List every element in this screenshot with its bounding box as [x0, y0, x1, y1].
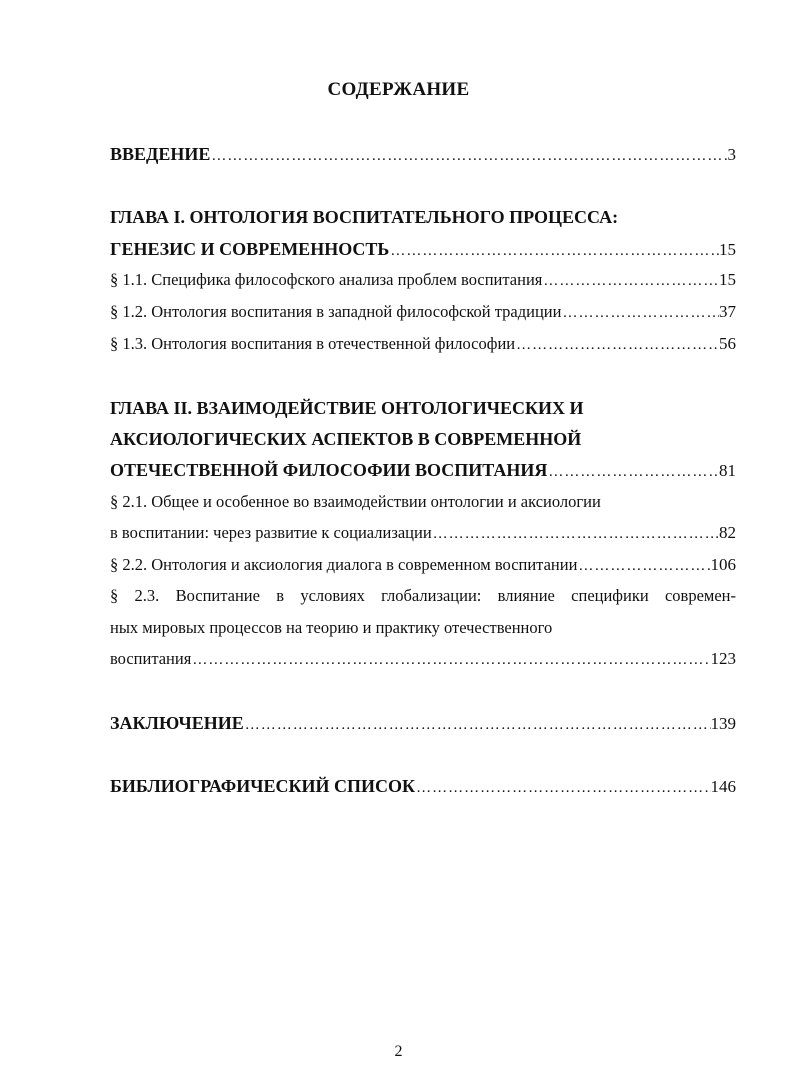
toc-section-2-3-line2: ных мировых процессов на теорию и практику отечественного — [110, 618, 553, 637]
toc-label: ЗАКЛЮЧЕНИЕ — [110, 713, 244, 733]
dot-leader — [577, 555, 710, 577]
toc-label: § 2.2. Онтология и аксиология диалога в современном воспитании — [110, 555, 578, 574]
toc-page-number: 81 — [719, 461, 736, 480]
page-number: 2 — [394, 1043, 403, 1060]
toc-entry-section-1-1[interactable] — [110, 269, 736, 292]
dot-leader — [191, 649, 710, 671]
toc-chapter2-title-line1: ГЛАВА II. ВЗАИМОДЕЙСТВИЕ ОНТОЛОГИЧЕСКИХ И — [110, 398, 584, 418]
toc-label: § 1.2. Онтология воспитания в западной философской традиции — [110, 302, 562, 321]
dot-leader — [515, 334, 719, 356]
dot-leader — [561, 302, 719, 324]
toc-page-number: 56 — [719, 334, 736, 353]
dot-leader — [244, 714, 711, 736]
toc-entry-section-2-2[interactable] — [110, 554, 736, 577]
toc-page-number: 37 — [719, 302, 736, 321]
dot-leader — [542, 270, 719, 292]
toc-page-number: 15 — [719, 240, 736, 259]
toc-entry-conclusion[interactable] — [110, 712, 736, 736]
toc-entry-section-2-1[interactable] — [110, 522, 736, 545]
toc-label: § 1.3. Онтология воспитания в отечественной философии — [110, 334, 516, 353]
toc-entry-chapter2[interactable] — [110, 459, 736, 483]
toc-page-number: 146 — [710, 777, 736, 796]
toc-entry-section-1-3[interactable] — [110, 333, 736, 356]
dot-leader — [389, 240, 719, 262]
toc-label: в воспитании: через развитие к социализации — [110, 523, 432, 542]
toc-chapter1-title-line1: ГЛАВА I. ОНТОЛОГИЯ ВОСПИТАТЕЛЬНОГО ПРОЦЕССА: — [110, 207, 619, 227]
toc-section-2-3-line1: § 2.3. Воспитание в условиях глобализации: влияние специфики современ- — [110, 586, 736, 605]
toc-entry-section-2-3[interactable] — [110, 648, 736, 671]
toc-label: § 1.1. Специфика философского анализа проблем воспитания — [110, 270, 543, 289]
toc-section-2-1-line1: § 2.1. Общее и особенное во взаимодействии онтологии и аксиологии — [110, 492, 601, 511]
toc-entry-section-1-2[interactable] — [110, 301, 736, 324]
dot-leader — [547, 461, 719, 483]
toc-label: ГЕНЕЗИС И СОВРЕМЕННОСТЬ — [110, 239, 390, 259]
toc-page-number: 106 — [710, 555, 736, 574]
toc-chapter2-title-line2: АКСИОЛОГИЧЕСКИХ АСПЕКТОВ В СОВРЕМЕННОЙ — [110, 429, 582, 449]
toc-label: воспитания — [110, 649, 192, 668]
toc-entry-chapter1[interactable] — [110, 238, 736, 262]
toc-page-number: 3 — [727, 145, 736, 164]
page-title: СОДЕРЖАНИЕ — [327, 79, 470, 100]
toc-entry-bibliography[interactable] — [110, 775, 736, 799]
toc-label: БИБЛИОГРАФИЧЕСКИЙ СПИСОК — [110, 776, 416, 796]
toc-page-number: 15 — [719, 270, 736, 289]
toc-page-number: 139 — [710, 714, 736, 733]
toc-page-number: 82 — [719, 523, 736, 542]
toc-label: ОТЕЧЕСТВЕННОЙ ФИЛОСОФИИ ВОСПИТАНИЯ — [110, 460, 548, 480]
dot-leader — [432, 523, 719, 545]
dot-leader — [210, 145, 727, 167]
toc-entry-introduction[interactable] — [110, 143, 736, 167]
dot-leader — [415, 777, 710, 799]
toc-page-number: 123 — [710, 649, 736, 668]
toc-label: ВВЕДЕНИЕ — [110, 144, 211, 164]
